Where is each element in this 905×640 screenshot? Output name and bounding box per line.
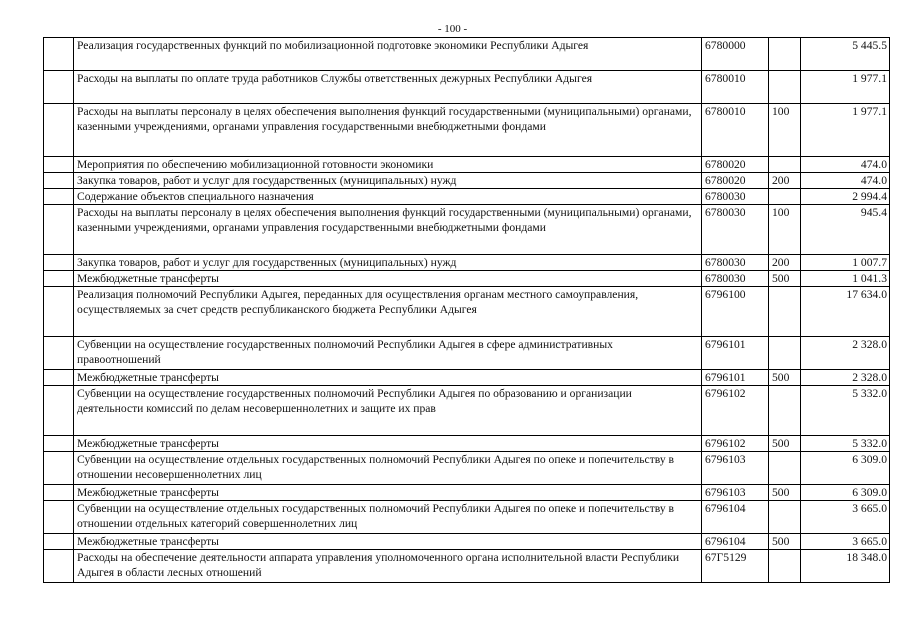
row-type-cell: [769, 550, 801, 583]
row-sum-cell: 18 348.0: [801, 550, 890, 583]
row-type-cell: 100: [769, 205, 801, 255]
row-code-cell: 6780030: [702, 271, 769, 287]
row-marker-cell: [44, 370, 74, 386]
row-name-cell: Реализация государственных функций по мобилизационной подготовке экономики Республики Адыгея: [74, 38, 702, 71]
row-name-cell: Содержание объектов специального назначения: [74, 189, 702, 205]
row-type-cell: 200: [769, 255, 801, 271]
row-code-cell: 6796101: [702, 337, 769, 370]
row-type-cell: 500: [769, 534, 801, 550]
row-type-cell: [769, 38, 801, 71]
budget-table: [43, 37, 890, 583]
row-marker-cell: [44, 173, 74, 189]
table-row: [44, 534, 890, 550]
row-type-cell: 500: [769, 436, 801, 452]
table-row: [44, 189, 890, 205]
row-type-cell: [769, 157, 801, 173]
row-marker-cell: [44, 189, 74, 205]
row-marker-cell: [44, 157, 74, 173]
table-row: [44, 337, 890, 370]
row-type-cell: [769, 452, 801, 485]
row-type-cell: 100: [769, 104, 801, 157]
budget-table-body: [44, 38, 890, 583]
row-code-cell: 6780000: [702, 38, 769, 71]
table-row: [44, 550, 890, 583]
row-sum-cell: 1 977.1: [801, 104, 890, 157]
table-row: [44, 173, 890, 189]
row-marker-cell: [44, 534, 74, 550]
row-type-cell: [769, 501, 801, 534]
row-name-cell: Межбюджетные трансферты: [74, 436, 702, 452]
row-name-cell: Расходы на выплаты персоналу в целях обеспечения выполнения функций государственными (муниципальными) органами, казенными учреждениями, органами управления государственными внебюджетными фондами: [74, 104, 702, 157]
row-sum-cell: 2 994.4: [801, 189, 890, 205]
row-sum-cell: 474.0: [801, 173, 890, 189]
row-name-cell: Субвенции на осуществление отдельных государственных полномочий Республики Адыгея по опеке и попечительству в отношении отдельных категорий совершеннолетних лиц: [74, 501, 702, 534]
page-number: - 100 -: [437, 23, 468, 35]
row-marker-cell: [44, 255, 74, 271]
row-name-cell: Расходы на выплаты персоналу в целях обеспечения выполнения функций государственными (муниципальными) органами, казенными учреждениями, органами управления государственными внебюджетными фондами: [74, 205, 702, 255]
row-marker-cell: [44, 271, 74, 287]
row-type-cell: 500: [769, 485, 801, 501]
table-row: [44, 452, 890, 485]
row-marker-cell: [44, 71, 74, 104]
row-type-cell: [769, 386, 801, 436]
row-code-cell: 6796102: [702, 386, 769, 436]
row-code-cell: 6796104: [702, 534, 769, 550]
row-code-cell: 6780020: [702, 173, 769, 189]
table-row: [44, 71, 890, 104]
table-row: [44, 501, 890, 534]
row-marker-cell: [44, 485, 74, 501]
table-row: [44, 104, 890, 157]
row-marker-cell: [44, 337, 74, 370]
row-code-cell: 6796103: [702, 485, 769, 501]
table-row: [44, 205, 890, 255]
row-sum-cell: 945.4: [801, 205, 890, 255]
row-type-cell: 500: [769, 271, 801, 287]
row-code-cell: 6780010: [702, 71, 769, 104]
row-marker-cell: [44, 287, 74, 337]
row-name-cell: Субвенции на осуществление отдельных государственных полномочий Республики Адыгея по опеке и попечительству в отношении несовершеннолетних лиц: [74, 452, 702, 485]
table-row: [44, 436, 890, 452]
row-type-cell: 200: [769, 173, 801, 189]
row-sum-cell: 6 309.0: [801, 485, 890, 501]
row-marker-cell: [44, 436, 74, 452]
row-marker-cell: [44, 550, 74, 583]
row-sum-cell: 6 309.0: [801, 452, 890, 485]
row-name-cell: Мероприятия по обеспечению мобилизационной готовности экономики: [74, 157, 702, 173]
table-row: [44, 287, 890, 337]
table-row: [44, 157, 890, 173]
table-row: [44, 370, 890, 386]
row-sum-cell: 3 665.0: [801, 534, 890, 550]
row-code-cell: 6796103: [702, 452, 769, 485]
row-marker-cell: [44, 452, 74, 485]
row-name-cell: Межбюджетные трансферты: [74, 370, 702, 386]
row-type-cell: [769, 71, 801, 104]
row-sum-cell: 5 332.0: [801, 436, 890, 452]
row-sum-cell: 2 328.0: [801, 337, 890, 370]
row-marker-cell: [44, 501, 74, 534]
row-name-cell: Реализация полномочий Республики Адыгея, переданных для осуществления органам местного самоуправления, осуществляемых за счет средств республиканского бюджета Республики Адыгея: [74, 287, 702, 337]
row-sum-cell: 5 332.0: [801, 386, 890, 436]
table-row: [44, 255, 890, 271]
row-marker-cell: [44, 38, 74, 71]
table-row: [44, 386, 890, 436]
row-name-cell: Субвенции на осуществление государственных полномочий Республики Адыгея в сфере административных правоотношений: [74, 337, 702, 370]
row-name-cell: Расходы на обеспечение деятельности аппарата управления уполномоченного органа исполнительной власти Республики Адыгея в области лесных отношений: [74, 550, 702, 583]
row-type-cell: [769, 337, 801, 370]
row-name-cell: Межбюджетные трансферты: [74, 271, 702, 287]
row-sum-cell: 17 634.0: [801, 287, 890, 337]
table-row: [44, 271, 890, 287]
row-name-cell: Субвенции на осуществление государственных полномочий Республики Адыгея по образованию и организации деятельности комиссий по делам несовершеннолетних и защите их прав: [74, 386, 702, 436]
row-code-cell: 6796100: [702, 287, 769, 337]
row-code-cell: 6796104: [702, 501, 769, 534]
row-type-cell: [769, 189, 801, 205]
row-marker-cell: [44, 386, 74, 436]
row-sum-cell: 1 977.1: [801, 71, 890, 104]
table-row: [44, 38, 890, 71]
row-name-cell: Расходы на выплаты по оплате труда работников Службы ответственных дежурных Республики Адыгея: [74, 71, 702, 104]
row-code-cell: 6780020: [702, 157, 769, 173]
row-code-cell: 6796101: [702, 370, 769, 386]
row-name-cell: Закупка товаров, работ и услуг для государственных (муниципальных) нужд: [74, 255, 702, 271]
row-name-cell: Межбюджетные трансферты: [74, 534, 702, 550]
row-name-cell: Межбюджетные трансферты: [74, 485, 702, 501]
row-sum-cell: 5 445.5: [801, 38, 890, 71]
row-type-cell: [769, 287, 801, 337]
row-code-cell: 6780030: [702, 189, 769, 205]
table-row: [44, 485, 890, 501]
row-code-cell: 6780010: [702, 104, 769, 157]
row-code-cell: 6796102: [702, 436, 769, 452]
row-sum-cell: 474.0: [801, 157, 890, 173]
row-type-cell: 500: [769, 370, 801, 386]
row-name-cell: Закупка товаров, работ и услуг для государственных (муниципальных) нужд: [74, 173, 702, 189]
row-marker-cell: [44, 104, 74, 157]
row-sum-cell: 3 665.0: [801, 501, 890, 534]
row-sum-cell: 1 041.3: [801, 271, 890, 287]
row-code-cell: 6780030: [702, 205, 769, 255]
row-sum-cell: 1 007.7: [801, 255, 890, 271]
row-marker-cell: [44, 205, 74, 255]
row-code-cell: 67Г5129: [702, 550, 769, 583]
row-code-cell: 6780030: [702, 255, 769, 271]
row-sum-cell: 2 328.0: [801, 370, 890, 386]
